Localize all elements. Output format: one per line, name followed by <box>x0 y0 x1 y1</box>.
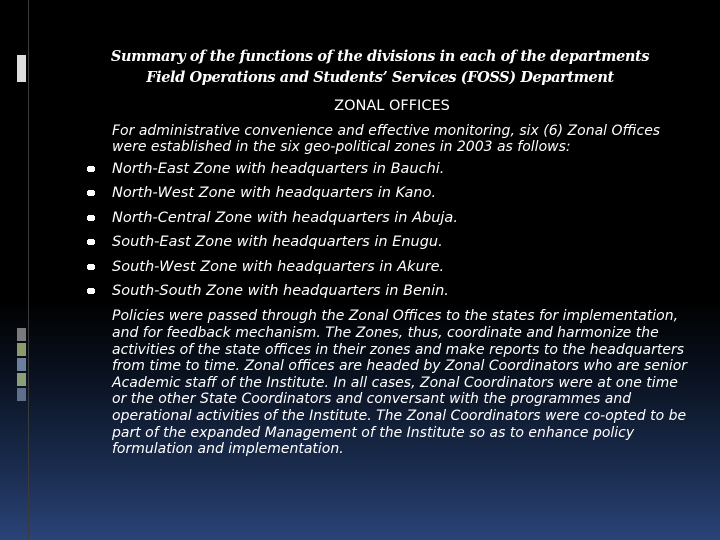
bullet-icon <box>88 190 94 196</box>
decorative-block <box>17 358 26 371</box>
list-item <box>112 161 690 185</box>
zone-text: North-Central Zone with headquarters in Abuja. <box>112 209 458 226</box>
zone-text: North-East Zone with headquarters in Bauchi. <box>112 161 445 177</box>
zone-text: South-South Zone with headquarters in Benin. <box>112 282 449 299</box>
zone-list <box>112 161 690 307</box>
bullet-icon <box>88 264 94 270</box>
decorative-block <box>17 388 26 401</box>
section-heading: ZONAL OFFICES <box>334 98 450 114</box>
zone-text: South-East Zone with headquarters in Enugu. <box>112 234 443 251</box>
decorative-block <box>17 343 26 356</box>
zone-text: South-West Zone with headquarters in Akure. <box>112 258 445 275</box>
title-line-1: Summary of the functions of the divisions in each of the departments <box>110 48 650 65</box>
bullet-icon <box>88 239 94 245</box>
slide-title <box>0 46 720 88</box>
bullet-icon <box>88 166 94 172</box>
bullet-icon <box>88 215 94 221</box>
list-item <box>112 234 690 258</box>
list-item <box>112 185 690 209</box>
policies-paragraph: Policies were passed through the Zonal Offices to the states for implementation, and for feedback mechanism. The Zones, thus, coordinate and harmonize the activities of the state offices in their zones and make reports to the headquarters from time to time. Zonal offices are headed by Zonal Coordinators who are senior Academic staff of the Institute. In all cases, Zonal Coordinators were at one time or the other State Coordinators and conversant with the programmes and operational activities of the Institute. The Zonal Coordinators were co-opted to be part of the expanded Management of the Institute so as to enhance policy formulation and implementation. <box>112 308 688 458</box>
intro-paragraph: For administrative convenience and effective monitoring, six (6) Zonal Offices were established in the six geo-political zones in 2003 as follows: <box>112 123 661 155</box>
title-line-2: Field Operations and Students’ Services (FOSS) Department <box>146 69 614 86</box>
list-item <box>112 210 690 234</box>
slide-content <box>112 96 690 458</box>
decorative-block <box>17 328 26 341</box>
list-item <box>112 259 690 283</box>
list-item <box>112 283 690 307</box>
bullet-icon <box>88 288 94 294</box>
zone-text: North-West Zone with headquarters in Kano. <box>112 185 437 202</box>
decorative-block <box>17 373 26 386</box>
